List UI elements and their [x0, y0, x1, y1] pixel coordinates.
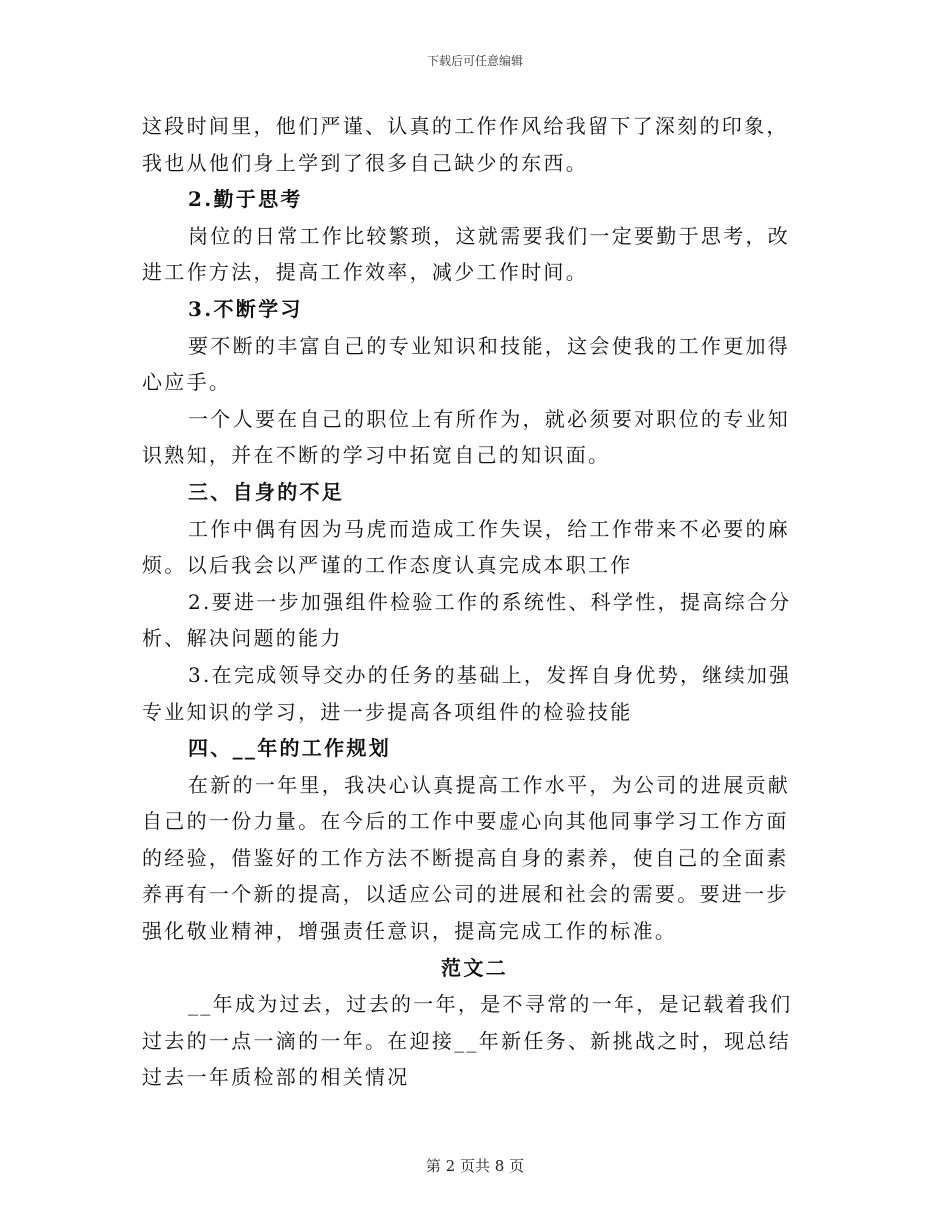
section-heading-continuous-learning: 3.不断学习 [188, 296, 303, 321]
paragraph: __年成为过去，过去的一年，是不寻常的一年，是记载着我们过去的一点一滴的一年。在迎接__年新任务、新挑战之时，现总结过去一年质检部的相关情况 [142, 992, 793, 1090]
paragraph: 岗位的日常工作比较繁琐，这就需要我们一定要勤于思考，改进工作方法，提高工作效率，减少工作时间。 [142, 223, 791, 285]
sample-title: 范文二 [441, 955, 508, 980]
paragraph-continued: 这段时间里，他们严谨、认真的工作作风给我留下了深刻的印象，我也从他们身上学到了很多自己缺少的东西。 [142, 114, 789, 175]
paragraph: 2.要进一步加强组件检验工作的系统性、科学性，提高综合分析、解决问题的能力 [142, 589, 792, 651]
page-footer: 第 2 页共 8 页 [425, 1157, 525, 1175]
paragraph: 工作中偶有因为马虎而造成工作失误，给工作带来不必要的麻烦。以后我会以严谨的工作态度认真完成本职工作 [142, 516, 791, 578]
paragraph: 在新的一年里，我决心认真提高工作水平，为公司的进展贡献自己的一份力量。在今后的工作中要虚心向其他同事学习工作方面的经验，借鉴好的工作方法不断提高自身的素养，使自己的全面素养再有一个新的提高，以适应公司的进展和社会的需要。要进一步强化敬业精神，增强责任意识，提高完成工作的标准。 [142, 772, 791, 944]
document-body [142, 108, 807, 1096]
paragraph: 要不断的丰富自己的专业知识和技能，这会使我的工作更加得心应手。 [142, 333, 791, 395]
section-heading-diligent-thinking: 2.勤于思考 [188, 187, 303, 212]
section-heading-work-plan: 四、__年的工作规划 [188, 736, 391, 761]
page-header: 下载后可任意编辑 [426, 54, 523, 68]
section-heading-shortcomings: 三、自身的不足 [188, 479, 345, 504]
paragraph: 一个人要在自己的职位上有所作为，就必须要对职位的专业知识熟知，并在不断的学习中拓宽自己的知识面。 [142, 406, 791, 468]
paragraph: 3.在完成领导交办的任务的基础上，发挥自身优势，继续加强专业知识的学习，进一步提高各项组件的检验技能 [142, 662, 792, 724]
